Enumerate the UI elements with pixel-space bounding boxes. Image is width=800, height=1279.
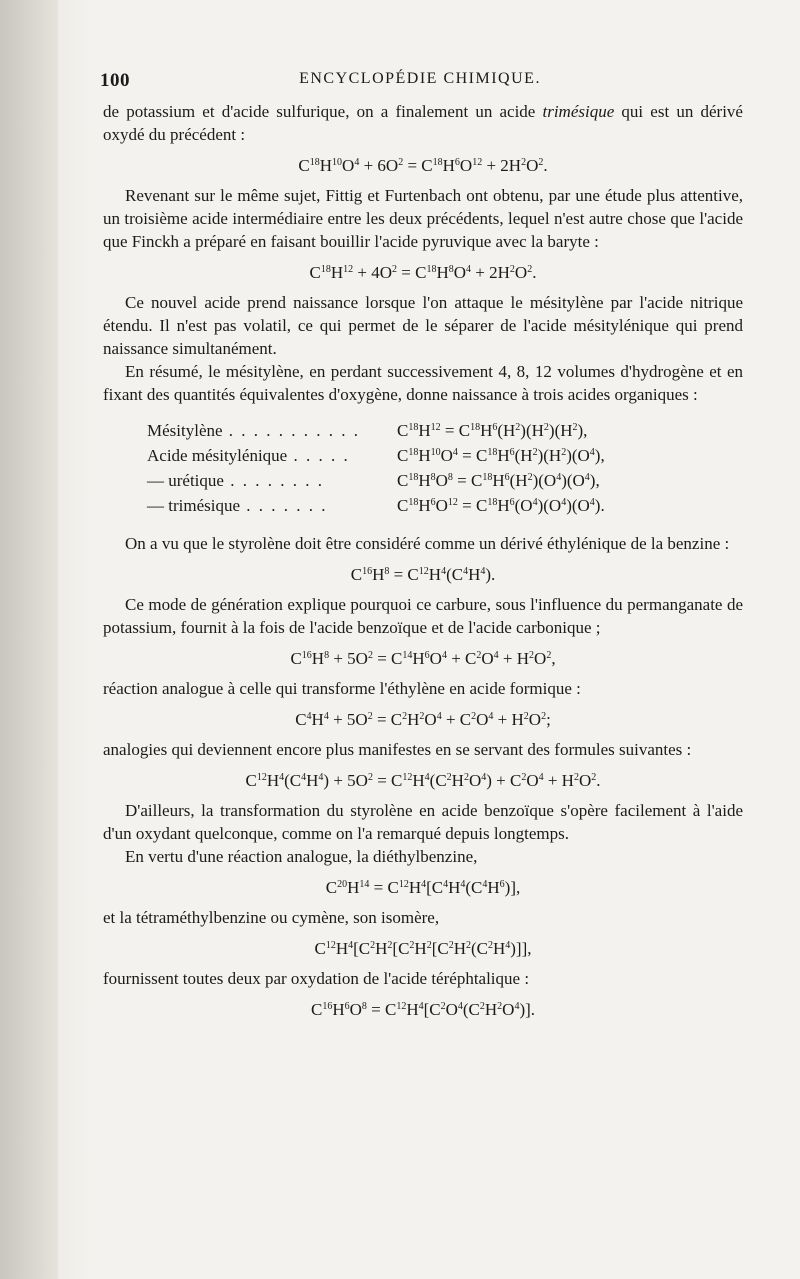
page-body <box>103 100 743 1028</box>
formula: $C^{18}H^{10}O^4 + 6O^2 = C^{18}H^6O^{12} + 2H^2O^2$. <box>298 156 548 175</box>
formula: $C^{12}H^4(C^4H^4) + 5O^2 = C^{12}H^4(C^2H^2O^4) + C^2O^4 + H^2O^2$. <box>245 771 601 790</box>
formula: $C^{16}H^8 + 5O^2 = C^{14}H^6O^4 + C^2O^4 + H^2O^2$, <box>290 649 556 668</box>
paragraph: Ce nouvel acide prend naissance lorsque l'on attaque le mésitylène par l'acide nitrique étendu. Il n'est pas volatil, ce qui permet de le séparer de l'acide mésitylénique qui prend naissance simultanément. <box>103 293 743 358</box>
table-row: — urétique . . . . . . . . $C^{18}H^8O^8 = C^{18}H^6(H^2)(O^4)(O^4)$, <box>147 468 605 493</box>
formula: $C^{12}H^4[C^2H^2[C^2H^2[C^2H^2(C^2H^4)]]$, <box>314 939 532 958</box>
table-row: Mésitylène . . . . . . . . . . . $C^{18}H^{12} = C^{18}H^6(H^2)(H^2)(H^2)$, <box>147 418 605 443</box>
paragraph: réaction analogue à celle qui transforme l'éthylène en acide formique : <box>103 679 581 698</box>
paragraph: En résumé, le mésitylène, en perdant successivement 4, 8, 12 volumes d'hydrogène et en fixant des quantités équivalentes d'oxygène, donne naissance à trois acides organiques : <box>103 362 743 404</box>
page-number: 100 <box>100 70 130 91</box>
compound-formula: $C^{18}H^6O^{12} = C^{18}H^6(O^4)(O^4)(O^4)$. <box>397 496 605 515</box>
paragraph: fournissent toutes deux par oxydation de l'acide téréphtalique : <box>103 969 530 988</box>
formula: $C^{18}H^{12} + 4O^2 = C^{18}H^8O^4 + 2H^2O^2$. <box>309 263 537 282</box>
formula: $C^{20}H^{14} = C^{12}H^4[C^4H^4(C^4H^6)]$, <box>325 878 521 897</box>
book-binding-shadow <box>0 0 58 1279</box>
compound-formula: $C^{18}H^{12} = C^{18}H^6(H^2)(H^2)(H^2)$, <box>397 421 588 440</box>
paragraph: D'ailleurs, la transformation du styrolène en acide benzoïque s'opère facilement à l'aide d'un oxydant quelconque, comme on l'a remarqué depuis longtemps. <box>103 801 743 843</box>
paragraph: Revenant sur le même sujet, Fittig et Furtenbach ont obtenu, par une étude plus attentive, un troisième acide intermédiaire entre les deux précédents, lequel n'est autre chose que l'acide que Finckh a préparé en faisant bouillir l'acide pyruvique avec la baryte : <box>103 186 743 251</box>
formula: $C^4H^4 + 5O^2 = C^2H^2O^4 + C^2O^4 + H^2O^2$; <box>295 710 551 729</box>
compound-formula: $C^{18}H^8O^8 = C^{18}H^6(H^2)(O^4)(O^4)$, <box>397 471 600 490</box>
paragraph: de potassium et d'acide sulfurique, on a finalement un acide trimésique qui est un dérivé oxydé du précédent : <box>103 102 743 144</box>
paragraph: et la tétraméthylbenzine ou cymène, son isomère, <box>103 908 440 927</box>
compound-formula: $C^{18}H^{10}O^4 = C^{18}H^6(H^2)(H^2)(O^4)$, <box>397 446 605 465</box>
paragraph: analogies qui deviennent encore plus manifestes en se servant des formules suivantes : <box>103 740 692 759</box>
paragraph: On a vu que le styrolène doit être considéré comme un dérivé éthylénique de la benzine : <box>125 534 730 553</box>
page-header <box>100 62 740 92</box>
table-row: — trimésique . . . . . . . $C^{18}H^6O^{12} = C^{18}H^6(O^4)(O^4)(O^4)$. <box>147 493 605 518</box>
formula: $C^{16}H^6O^8 = C^{12}H^4[C^2O^4(C^2H^2O^4)]$. <box>310 1000 536 1019</box>
formula: $C^{16}H^8 = C^{12}H^4(C^4H^4)$. <box>350 565 496 584</box>
compounds-table <box>147 418 605 518</box>
emphasis-term: trimésique <box>542 102 615 121</box>
paragraph: En vertu d'une réaction analogue, la diéthylbenzine, <box>125 847 478 866</box>
running-head: ENCYCLOPÉDIE CHIMIQUE. <box>299 70 541 87</box>
paragraph: Ce mode de génération explique pourquoi ce carbure, sous l'influence du permanganate de potassium, fournit à la fois de l'acide benzoïque et de l'acide carbonique ; <box>103 595 743 637</box>
table-row: Acide mésitylénique . . . . . $C^{18}H^{10}O^4 = C^{18}H^6(H^2)(H^2)(O^4)$, <box>147 443 605 468</box>
